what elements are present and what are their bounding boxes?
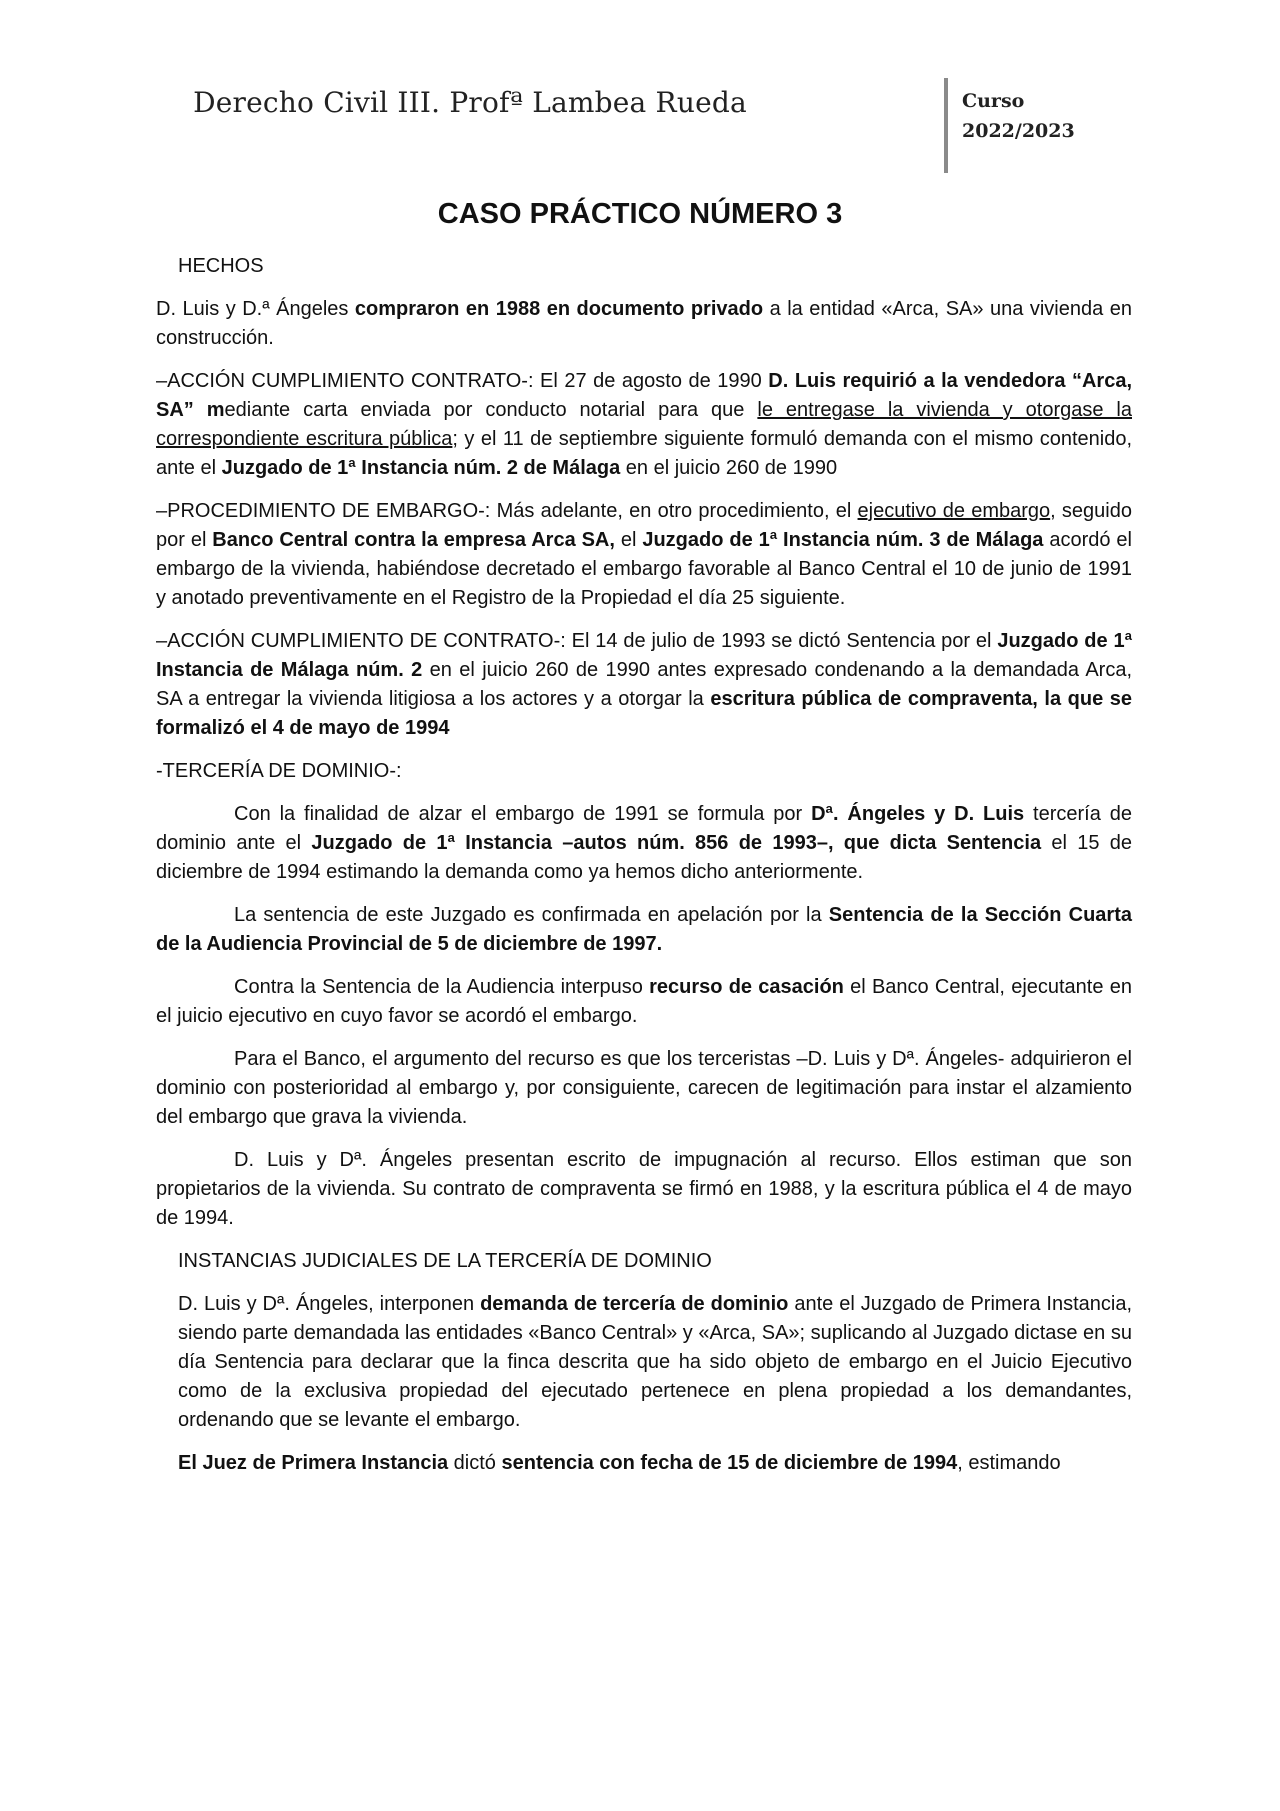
text-run: dictó xyxy=(448,1452,502,1474)
section-heading-terceria xyxy=(156,757,1132,786)
text-run: –PROCEDIMIENTO DE EMBARGO-: Más adelante, en otro procedimiento, el xyxy=(156,500,858,522)
text-run: , estimando xyxy=(957,1452,1061,1474)
course-year: 2022/2023 xyxy=(962,120,1075,142)
document-body xyxy=(156,252,1132,1492)
text-run: -TERCERÍA DE DOMINIO-: xyxy=(156,760,402,782)
paragraph-compraventa xyxy=(156,295,1132,353)
underlined-run: ejecutivo de embargo xyxy=(857,500,1051,522)
text-run: el 15 de diciembre de 1994 estimando la demanda como ya hemos dicho anteriormente. xyxy=(156,832,1133,883)
bold-run: Dª. Ángeles y D. Luis xyxy=(811,803,1025,825)
bold-run: Juzgado de 1ª Instancia núm. 2 de Málaga xyxy=(221,457,621,479)
paragraph-argumento-banco xyxy=(156,1045,1132,1132)
text-run: , seguido por el xyxy=(156,500,1132,551)
document-title: CASO PRÁCTICO NÚMERO 3 xyxy=(437,198,843,230)
text-run: INSTANCIAS JUDICIALES DE LA TERCERÍA DE DOMINIO xyxy=(178,1250,712,1272)
text-run: ante el Juzgado de Primera Instancia, siendo parte demandada las entidades «Banco Central» y «Arca, SA»; suplicando al Juzgado dictase en su día Sentencia para declarar que la finca descrita que ha sido objeto de embargo en el Juicio Ejecutivo como de la exclusiva propiedad del ejecutado pertenece en plena propiedad a los demandantes, ordenando que se levante el embargo. xyxy=(178,1293,1133,1431)
text-run: La sentencia de este Juzgado es confirmada en apelación por la xyxy=(234,904,829,926)
text-run: –ACCIÓN CUMPLIMIENTO DE CONTRATO-: El 14 de julio de 1993 se dictó Sentencia por el xyxy=(156,630,998,652)
text-run: Contra la Sentencia de la Audiencia interpuso xyxy=(234,976,650,998)
text-run: ediante carta enviada por conducto notarial para que xyxy=(224,399,758,421)
course-label: Curso xyxy=(962,90,1025,112)
text-run: acordó el embargo de la vivienda, habiéndose decretado el embargo favorable al Banco Central el 10 de junio de 1991 y anotado preventivamente en el Registro de la Propiedad el día 25 siguiente. xyxy=(156,529,1132,609)
text-run: en el juicio 260 de 1990 antes expresado condenando a la demandada Arca, SA a entregar la vivienda litigiosa a los actores y a otorgar la xyxy=(156,659,1132,710)
text-run: tercería de dominio ante el xyxy=(156,803,1133,854)
paragraph-impugnacion xyxy=(156,1146,1132,1233)
bold-run: El Juez de Primera Instancia xyxy=(178,1452,449,1474)
text-run: Con la finalidad de alzar el embargo de 1991 se formula por xyxy=(234,803,812,825)
bold-run: Juzgado de 1ª Instancia núm. 3 de Málaga xyxy=(642,529,1044,551)
text-run: D. Luis y Dª. Ángeles presentan escrito de impugnación al recurso. Ellos estiman que son propietarios de la vivienda. Su contrato de compraventa se firmó en 1988, y la escritura pública el 4 de mayo de 1994. xyxy=(156,1149,1132,1229)
paragraph-demanda-terceria xyxy=(156,1290,1132,1435)
text-run: ; y el 11 de septiembre siguiente formuló demanda con el mismo contenido, ante el xyxy=(156,428,1133,479)
section-heading-instancias xyxy=(156,1247,1132,1276)
header-course xyxy=(962,86,1075,146)
bold-run: D. Luis requirió a la vendedora “Arca, SA” m xyxy=(156,370,1133,421)
bold-run: demanda de tercería de dominio xyxy=(480,1293,789,1315)
text-run: D. Luis y Dª. Ángeles, interponen xyxy=(178,1293,481,1315)
text-run: el xyxy=(614,529,643,551)
paragraph-terceria-formulada xyxy=(156,800,1132,887)
paragraph-apelacion xyxy=(156,901,1132,959)
bold-run: compraron en 1988 en documento privado xyxy=(354,298,764,320)
text-run: Para el Banco, el argumento del recurso es que los terceristas –D. Luis y Dª. Ángeles- adquirieron el dominio con posterioridad al embargo y, por consiguiente, carecen de legitimación para instar el alzamiento del embargo que grava la vivienda. xyxy=(156,1048,1132,1128)
bold-run: escritura pública de compraventa, la que se formalizó el 4 de mayo de 1994 xyxy=(156,688,1133,739)
header-divider xyxy=(944,78,948,173)
section-heading-hechos xyxy=(156,252,1132,281)
bold-run: Juzgado de 1ª Instancia de Málaga núm. 2 xyxy=(156,630,1132,681)
text-run: D. Luis y D.ª Ángeles xyxy=(156,298,355,320)
text-run: el Banco Central, ejecutante en el juicio ejecutivo en cuyo favor se acordó el embargo. xyxy=(156,976,1132,1027)
header-title: Derecho Civil III. Profª Lambea Rueda xyxy=(193,86,747,119)
paragraph-accion-cumplimiento xyxy=(156,367,1132,483)
text-run: en el juicio 260 de 1990 xyxy=(620,457,838,479)
paragraph-juez-primera-instancia xyxy=(156,1449,1132,1478)
bold-run: sentencia con fecha de 15 de diciembre de 1994 xyxy=(501,1452,958,1474)
text-run: –ACCIÓN CUMPLIMIENTO CONTRATO-: El 27 de agosto de 1990 xyxy=(156,370,769,392)
underlined-run: le entregase la vivienda y otorgase la correspondiente escritura pública xyxy=(156,399,1132,450)
text-run: HECHOS xyxy=(178,255,264,277)
bold-run: Juzgado de 1ª Instancia –autos núm. 856 de 1993–, que dicta Sentencia xyxy=(311,832,1042,854)
paragraph-procedimiento-embargo xyxy=(156,497,1132,613)
text-run: a la entidad «Arca, SA» una vivienda en construcción. xyxy=(156,298,1132,349)
bold-run: recurso de casación xyxy=(649,976,844,998)
bold-run: Banco Central contra la empresa Arca SA, xyxy=(212,529,615,551)
bold-run: Sentencia de la Sección Cuarta de la Audiencia Provincial de 5 de diciembre de 1997. xyxy=(156,904,1132,955)
paragraph-sentencia-1993 xyxy=(156,627,1132,743)
paragraph-casacion xyxy=(156,973,1132,1031)
